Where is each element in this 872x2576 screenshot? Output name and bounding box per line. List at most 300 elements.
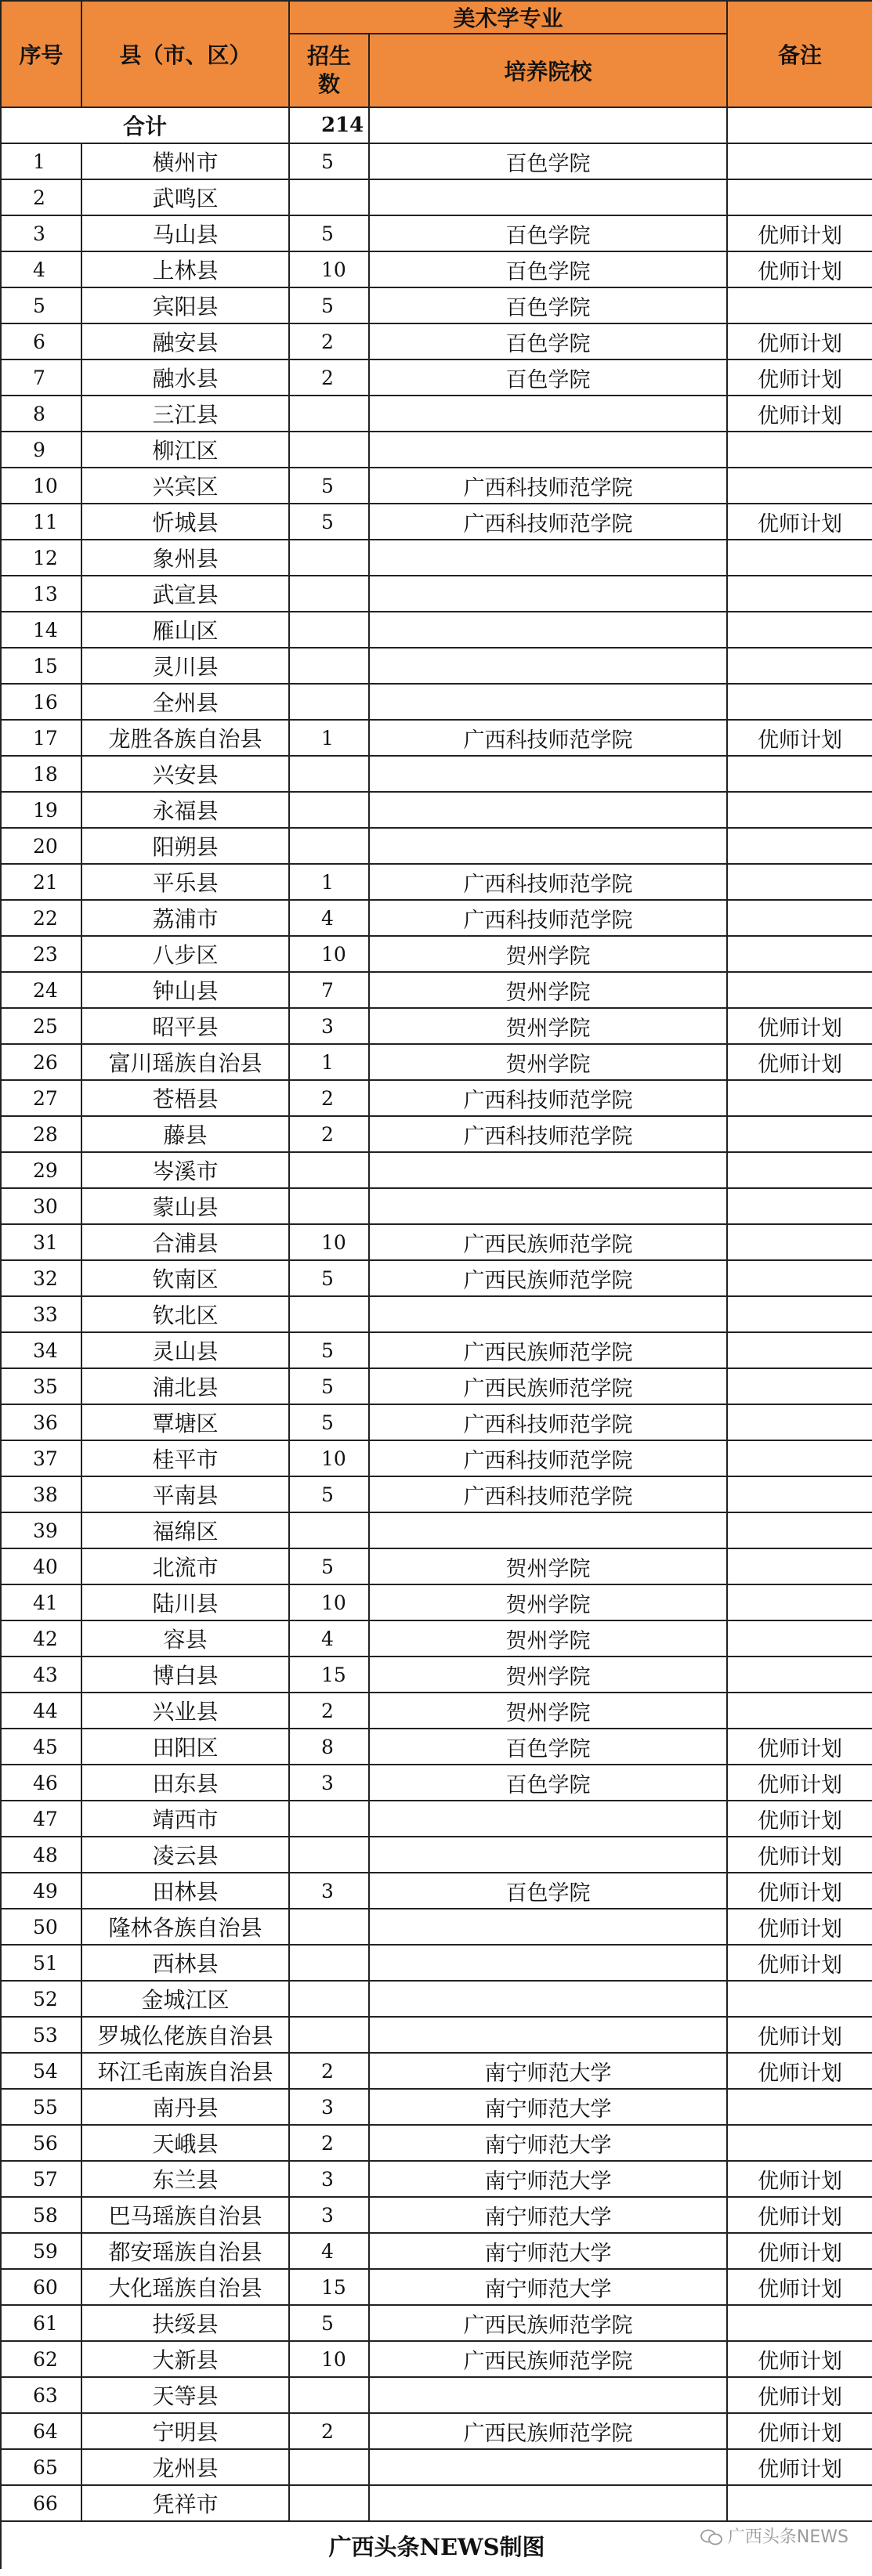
watermark (700, 2524, 848, 2548)
row-county: 靖西市 (81, 1801, 289, 1837)
row-quota (289, 756, 369, 792)
table-row (1, 2017, 872, 2053)
table-row (1, 2161, 872, 2197)
row-quota (289, 396, 369, 432)
row-no: 47 (1, 1801, 81, 1837)
row-county: 宁明县 (81, 2413, 289, 2449)
row-county: 覃塘区 (81, 1404, 289, 1440)
row-county: 武鸣区 (81, 179, 289, 215)
row-note: 优师计划 (727, 396, 872, 432)
row-quota (289, 1981, 369, 2017)
row-school (369, 2377, 727, 2413)
row-county: 陆川县 (81, 1584, 289, 1620)
row-quota: 3 (289, 2089, 369, 2125)
row-no: 32 (1, 1260, 81, 1296)
row-note: 优师计划 (727, 1044, 872, 1080)
row-note (727, 1584, 872, 1620)
row-school: 广西科技师范学院 (369, 468, 727, 504)
table-row (1, 1837, 872, 1873)
row-no: 28 (1, 1116, 81, 1152)
row-quota: 5 (289, 468, 369, 504)
row-county: 隆林各族自治县 (81, 1909, 289, 1945)
row-school: 广西科技师范学院 (369, 1116, 727, 1152)
row-note: 优师计划 (727, 2449, 872, 2485)
row-quota: 5 (289, 1404, 369, 1440)
total-note-empty (727, 107, 872, 143)
table-row (1, 1693, 872, 1729)
row-county: 大化瑶族自治县 (81, 2269, 289, 2305)
row-note (727, 828, 872, 864)
row-school (369, 396, 727, 432)
table-row (1, 251, 872, 287)
table-row (1, 576, 872, 612)
table-row (1, 1044, 872, 1080)
row-school: 广西民族师范学院 (369, 2341, 727, 2377)
row-no: 55 (1, 2089, 81, 2125)
row-county: 容县 (81, 1620, 289, 1657)
row-quota: 10 (289, 251, 369, 287)
row-county: 融安县 (81, 323, 289, 359)
row-school (369, 1981, 727, 2017)
total-school-empty (369, 107, 727, 143)
row-county: 富川瑶族自治县 (81, 1044, 289, 1080)
row-no: 53 (1, 2017, 81, 2053)
row-no: 16 (1, 684, 81, 720)
row-quota (289, 1512, 369, 1548)
row-no: 52 (1, 1981, 81, 2017)
row-quota: 10 (289, 1440, 369, 1476)
table-row (1, 468, 872, 504)
row-school: 广西科技师范学院 (369, 720, 727, 756)
table-row (1, 1296, 872, 1332)
table-row (1, 1440, 872, 1476)
row-note: 优师计划 (727, 1765, 872, 1801)
row-county: 兴业县 (81, 1693, 289, 1729)
row-no: 19 (1, 792, 81, 828)
row-quota: 1 (289, 1044, 369, 1080)
row-no: 36 (1, 1404, 81, 1440)
row-quota (289, 2377, 369, 2413)
row-school (369, 612, 727, 648)
table-row (1, 1909, 872, 1945)
row-quota (289, 576, 369, 612)
row-quota (289, 828, 369, 864)
row-county: 横州市 (81, 143, 289, 179)
table-row (1, 2449, 872, 2485)
row-school: 广西民族师范学院 (369, 1224, 727, 1260)
row-note: 优师计划 (727, 2413, 872, 2449)
row-no: 4 (1, 251, 81, 287)
row-no: 61 (1, 2305, 81, 2341)
row-note: 优师计划 (727, 1008, 872, 1044)
row-note (727, 287, 872, 323)
table-row (1, 2269, 872, 2305)
row-no: 64 (1, 2413, 81, 2449)
row-quota: 10 (289, 1224, 369, 1260)
row-school: 广西科技师范学院 (369, 1404, 727, 1440)
row-note (727, 1080, 872, 1116)
row-quota (289, 1837, 369, 1873)
row-county: 扶绥县 (81, 2305, 289, 2341)
row-school: 南宁师范大学 (369, 2269, 727, 2305)
row-note (727, 1260, 872, 1296)
total-row (1, 107, 872, 143)
table-row (1, 1152, 872, 1188)
row-note: 优师计划 (727, 2161, 872, 2197)
row-note (727, 1368, 872, 1404)
table-row (1, 2125, 872, 2161)
row-quota: 3 (289, 1765, 369, 1801)
table-row (1, 215, 872, 251)
row-county: 灵山县 (81, 1332, 289, 1368)
row-school (369, 828, 727, 864)
table-header (1, 1, 872, 107)
row-note (727, 684, 872, 720)
row-quota: 3 (289, 2197, 369, 2233)
row-school: 广西科技师范学院 (369, 900, 727, 936)
row-no: 9 (1, 432, 81, 468)
row-no: 38 (1, 1476, 81, 1512)
row-note (727, 576, 872, 612)
table-row (1, 972, 872, 1008)
row-county: 荔浦市 (81, 900, 289, 936)
row-note (727, 1404, 872, 1440)
row-quota (289, 1188, 369, 1224)
row-county: 天等县 (81, 2377, 289, 2413)
row-no: 29 (1, 1152, 81, 1188)
row-quota (289, 540, 369, 576)
total-label: 合计 (1, 107, 289, 143)
row-school (369, 179, 727, 215)
row-note: 优师计划 (727, 720, 872, 756)
row-school: 南宁师范大学 (369, 2197, 727, 2233)
row-quota: 10 (289, 1584, 369, 1620)
row-quota: 7 (289, 972, 369, 1008)
row-note (727, 1116, 872, 1152)
header-no: 序号 (1, 1, 81, 107)
row-no: 58 (1, 2197, 81, 2233)
row-note: 优师计划 (727, 1837, 872, 1873)
row-no: 41 (1, 1584, 81, 1620)
row-school (369, 684, 727, 720)
row-no: 60 (1, 2269, 81, 2305)
row-note: 优师计划 (727, 1873, 872, 1909)
row-county: 阳朔县 (81, 828, 289, 864)
row-school (369, 792, 727, 828)
row-county: 龙胜各族自治县 (81, 720, 289, 756)
row-no: 59 (1, 2233, 81, 2269)
row-quota (289, 684, 369, 720)
footer-credit: 广西头条NEWS制图 (1, 2521, 872, 2569)
table-row (1, 179, 872, 215)
table-row (1, 1584, 872, 1620)
row-note (727, 612, 872, 648)
table-row (1, 1188, 872, 1224)
row-note: 优师计划 (727, 504, 872, 540)
row-quota: 5 (289, 143, 369, 179)
table-row (1, 2413, 872, 2449)
row-no: 23 (1, 936, 81, 972)
table-row (1, 792, 872, 828)
row-school (369, 756, 727, 792)
row-quota (289, 1945, 369, 1981)
row-county: 西林县 (81, 1945, 289, 1981)
row-note (727, 2089, 872, 2125)
row-county: 东兰县 (81, 2161, 289, 2197)
row-quota: 2 (289, 1080, 369, 1116)
row-school: 广西民族师范学院 (369, 1332, 727, 1368)
row-quota (289, 1296, 369, 1332)
table-row (1, 1116, 872, 1152)
row-note (727, 2485, 872, 2521)
row-school (369, 1188, 727, 1224)
row-note: 优师计划 (727, 2269, 872, 2305)
row-no: 66 (1, 2485, 81, 2521)
row-no: 15 (1, 648, 81, 684)
row-school: 贺州学院 (369, 1584, 727, 1620)
row-no: 17 (1, 720, 81, 756)
table-row (1, 1981, 872, 2017)
row-school: 南宁师范大学 (369, 2125, 727, 2161)
table-row (1, 720, 872, 756)
table-row (1, 648, 872, 684)
row-county: 岑溪市 (81, 1152, 289, 1188)
row-no: 12 (1, 540, 81, 576)
row-quota: 5 (289, 1260, 369, 1296)
row-no: 65 (1, 2449, 81, 2485)
table-row (1, 1620, 872, 1657)
row-school: 贺州学院 (369, 1657, 727, 1693)
row-county: 马山县 (81, 215, 289, 251)
row-no: 48 (1, 1837, 81, 1873)
table-row (1, 828, 872, 864)
row-no: 24 (1, 972, 81, 1008)
row-school: 广西科技师范学院 (369, 1476, 727, 1512)
row-no: 40 (1, 1548, 81, 1584)
row-no: 21 (1, 864, 81, 900)
row-note: 优师计划 (727, 1729, 872, 1765)
row-note (727, 1152, 872, 1188)
row-note (727, 756, 872, 792)
row-quota (289, 792, 369, 828)
row-county: 三江县 (81, 396, 289, 432)
row-county: 桂平市 (81, 1440, 289, 1476)
table-row (1, 1224, 872, 1260)
row-school (369, 1512, 727, 1548)
row-no: 37 (1, 1440, 81, 1476)
table-row (1, 936, 872, 972)
row-note: 优师计划 (727, 1945, 872, 1981)
table-row (1, 1512, 872, 1548)
row-note (727, 1657, 872, 1693)
row-quota (289, 2017, 369, 2053)
row-note (727, 1440, 872, 1476)
row-quota: 4 (289, 1620, 369, 1657)
row-no: 42 (1, 1620, 81, 1657)
row-quota (289, 1909, 369, 1945)
row-quota: 2 (289, 359, 369, 396)
row-county: 象州县 (81, 540, 289, 576)
row-county: 北流市 (81, 1548, 289, 1584)
row-county: 柳江区 (81, 432, 289, 468)
row-county: 灵川县 (81, 648, 289, 684)
row-no: 2 (1, 179, 81, 215)
row-school: 百色学院 (369, 1729, 727, 1765)
row-no: 46 (1, 1765, 81, 1801)
row-note: 优师计划 (727, 359, 872, 396)
row-no: 43 (1, 1657, 81, 1693)
row-quota (289, 648, 369, 684)
row-quota: 5 (289, 287, 369, 323)
table-row (1, 287, 872, 323)
row-county: 凭祥市 (81, 2485, 289, 2521)
row-county: 金城江区 (81, 1981, 289, 2017)
row-quota: 8 (289, 1729, 369, 1765)
total-value: 214 (289, 107, 369, 143)
row-no: 22 (1, 900, 81, 936)
row-county: 环江毛南族自治县 (81, 2053, 289, 2089)
row-note (727, 179, 872, 215)
row-no: 44 (1, 1693, 81, 1729)
row-school (369, 540, 727, 576)
header-note: 备注 (727, 1, 872, 107)
row-county: 平南县 (81, 1476, 289, 1512)
row-quota (289, 2485, 369, 2521)
table-row (1, 2233, 872, 2269)
row-quota (289, 432, 369, 468)
header-major-group: 美术学专业 (289, 1, 727, 34)
row-quota: 3 (289, 2161, 369, 2197)
row-county: 兴安县 (81, 756, 289, 792)
row-quota: 5 (289, 504, 369, 540)
row-school: 南宁师范大学 (369, 2053, 727, 2089)
row-no: 56 (1, 2125, 81, 2161)
header-school: 培养院校 (369, 34, 727, 107)
row-note (727, 1332, 872, 1368)
row-note (727, 900, 872, 936)
row-quota: 5 (289, 215, 369, 251)
row-quota: 3 (289, 1873, 369, 1909)
row-school (369, 432, 727, 468)
row-school: 广西民族师范学院 (369, 1260, 727, 1296)
row-note (727, 1620, 872, 1657)
row-school: 广西科技师范学院 (369, 1440, 727, 1476)
row-county: 全州县 (81, 684, 289, 720)
row-quota: 5 (289, 1332, 369, 1368)
row-no: 3 (1, 215, 81, 251)
row-no: 30 (1, 1188, 81, 1224)
row-county: 宾阳县 (81, 287, 289, 323)
row-school: 百色学院 (369, 1873, 727, 1909)
row-school: 广西科技师范学院 (369, 1080, 727, 1116)
row-school: 百色学院 (369, 143, 727, 179)
row-county: 凌云县 (81, 1837, 289, 1873)
row-quota: 2 (289, 1116, 369, 1152)
row-note (727, 1296, 872, 1332)
row-school: 广西科技师范学院 (369, 864, 727, 900)
row-county: 罗城仫佬族自治县 (81, 2017, 289, 2053)
table-row (1, 1729, 872, 1765)
row-quota: 2 (289, 323, 369, 359)
row-no: 57 (1, 2161, 81, 2197)
table-row (1, 1548, 872, 1584)
row-county: 南丹县 (81, 2089, 289, 2125)
row-school (369, 1909, 727, 1945)
row-quota: 10 (289, 2341, 369, 2377)
row-no: 8 (1, 396, 81, 432)
table-row (1, 396, 872, 432)
row-no: 39 (1, 1512, 81, 1548)
table-row (1, 1873, 872, 1909)
row-note: 优师计划 (727, 2197, 872, 2233)
table-row (1, 1801, 872, 1837)
row-county: 钦南区 (81, 1260, 289, 1296)
row-note (727, 1188, 872, 1224)
row-quota: 5 (289, 2305, 369, 2341)
table-row (1, 1476, 872, 1512)
row-school (369, 2485, 727, 2521)
row-county: 兴宾区 (81, 468, 289, 504)
row-quota: 5 (289, 1476, 369, 1512)
table-row (1, 864, 872, 900)
row-no: 18 (1, 756, 81, 792)
row-quota: 4 (289, 2233, 369, 2269)
row-note (727, 1224, 872, 1260)
row-county: 雁山区 (81, 612, 289, 648)
row-note: 优师计划 (727, 215, 872, 251)
table-row (1, 1332, 872, 1368)
row-note (727, 792, 872, 828)
row-county: 浦北县 (81, 1368, 289, 1404)
row-county: 田林县 (81, 1873, 289, 1909)
row-school (369, 648, 727, 684)
table-row (1, 540, 872, 576)
row-county: 都安瑶族自治县 (81, 2233, 289, 2269)
row-no: 33 (1, 1296, 81, 1332)
table-row (1, 2341, 872, 2377)
row-school: 百色学院 (369, 1765, 727, 1801)
row-quota: 5 (289, 1548, 369, 1584)
row-no: 26 (1, 1044, 81, 1080)
row-school (369, 1945, 727, 1981)
row-quota: 2 (289, 2053, 369, 2089)
row-quota: 2 (289, 2413, 369, 2449)
row-school (369, 2017, 727, 2053)
row-quota: 1 (289, 720, 369, 756)
table-row (1, 684, 872, 720)
row-school: 百色学院 (369, 251, 727, 287)
row-quota (289, 1801, 369, 1837)
row-quota: 2 (289, 2125, 369, 2161)
row-school: 贺州学院 (369, 936, 727, 972)
row-quota: 4 (289, 900, 369, 936)
row-no: 49 (1, 1873, 81, 1909)
header-county: 县（市、区） (81, 1, 289, 107)
row-no: 1 (1, 143, 81, 179)
row-no: 50 (1, 1909, 81, 1945)
table-row (1, 1008, 872, 1044)
row-note (727, 1512, 872, 1548)
table-row (1, 432, 872, 468)
table-row (1, 2305, 872, 2341)
row-school: 贺州学院 (369, 1620, 727, 1657)
table-row (1, 1260, 872, 1296)
row-note: 优师计划 (727, 2053, 872, 2089)
row-no: 62 (1, 2341, 81, 2377)
row-county: 忻城县 (81, 504, 289, 540)
row-school (369, 1152, 727, 1188)
table-row (1, 2197, 872, 2233)
